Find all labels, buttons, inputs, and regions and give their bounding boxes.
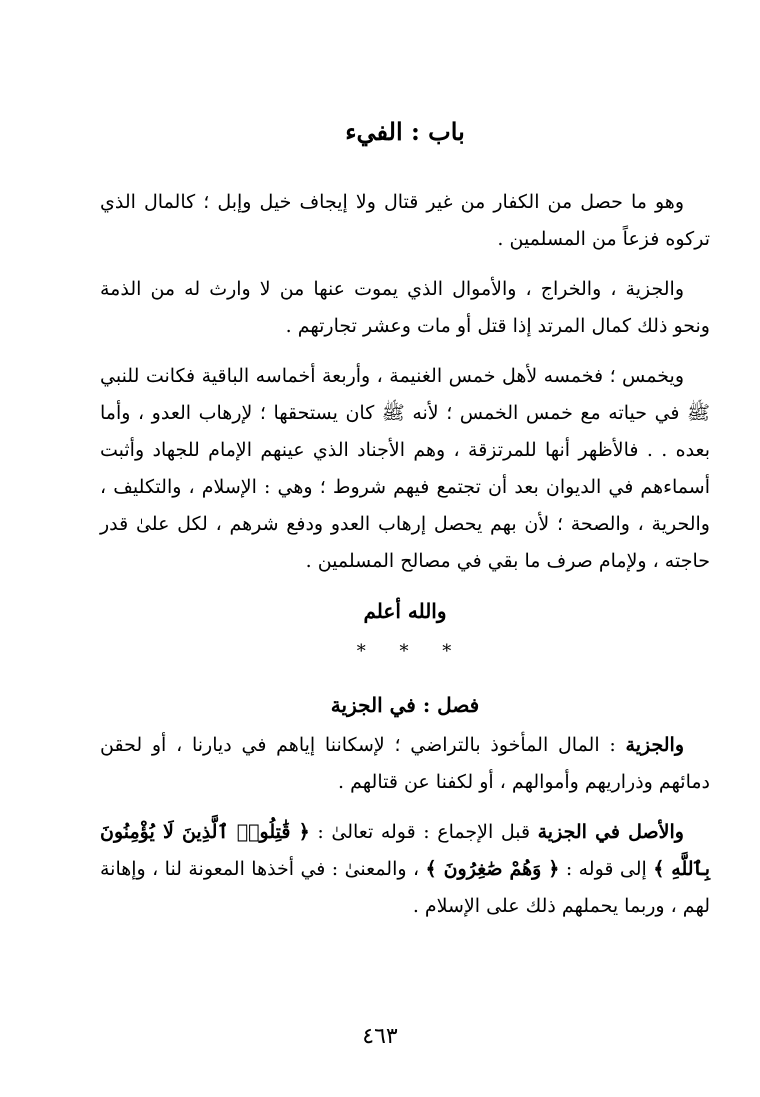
jizya-definition-text: : المال المأخوذ بالتراضي ؛ لإسكاننا إياهم في ديارنا ، أو لحقن دمائهم وذراريهم وأموالهم ، أو لكفنا عن قتالهم . [100, 734, 710, 793]
page-number: ٤٦٣ [362, 1024, 398, 1049]
jizya-definition-lead: والجزية [625, 734, 684, 756]
paragraph-fay-types: والجزية ، والخراج ، والأموال الذي يموت عنها من لا وارث له من الذمة ونحو ذلك كمال المرتد إذا قتل أو مات وعشر تجارتهم . [100, 278, 710, 337]
closing-phrase: والله أعلم [363, 599, 447, 623]
separator-star: * [356, 641, 368, 662]
page-content [100, 112, 710, 938]
jizya-origin-text-2: إلى قوله : [559, 858, 654, 880]
separator-star: * [399, 641, 411, 662]
section-separator [100, 637, 710, 667]
jizya-origin-lead: والأصل في الجزية [537, 821, 684, 843]
separator-star: * [442, 641, 454, 662]
jizya-origin-text-3: ، والمعنىٰ : في أخذها المعونة لنا ، وإهانة لهم ، وربما يحملهم ذلك على الإسلام . [100, 858, 710, 917]
paragraph-fay-definition: وهو ما حصل من الكفار من غير قتال ولا إيجاف خيل وإبل ؛ كالمال الذي تركوه فزعاً من المسلمين . [100, 191, 710, 250]
paragraph-jizya-definition [100, 727, 710, 801]
section-title: فصل : في الجزية [330, 693, 480, 717]
paragraph-fay-distribution: ويخمس ؛ فخمسه لأهل خمس الغنيمة ، وأربعة أخماسه الباقية فكانت للنبي ﷺ في حياته مع خمس الخمس ؛ لأنه ﷺ كان يستحقها ؛ لإرهاب العدو ، وأما بعده . . فالأظهر أنها للمرتزقة ، وهم الأجناد الذي عينهم الإمام للجهاد وأثبت أسماءهم في الديوان بعد أن تجتمع فيهم شروط ؛ وهي : الإسلام ، والتكليف ، والحرية ، والصحة ؛ لأن بهم يحصل إرهاب العدو ودفع شرهم ، لكل علىٰ قدر حاجته ، ولإمام صرف ما بقي في مصالح المسلمين . [100, 365, 710, 572]
jizya-origin-text-1: قبل الإجماع : قوله تعالىٰ : [309, 821, 538, 843]
chapter-title: باب : الفيء [345, 117, 465, 146]
quran-verse-1: ﴿ قَٰتِلُوا۟ ٱلَّذِينَ لَا يُؤْمِنُونَ بِٱللَّهِ ﴾ [100, 821, 710, 880]
paragraph-jizya-origin [100, 814, 710, 925]
quran-verse-2: ﴿ وَهُمْ صَٰغِرُونَ ﴾ [425, 858, 560, 880]
